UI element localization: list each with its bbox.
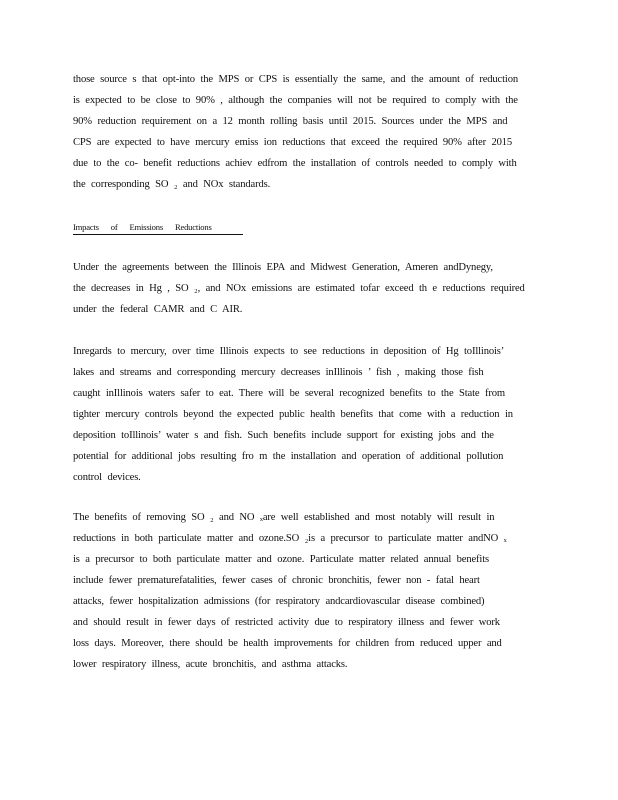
text-line: loss days. Moreover, there should be health improvements for children from reduced upper and (73, 638, 502, 649)
text-line: reductions in both particulate matter and ozone.SO ₂is a precursor to particulate matter andNO ₓ (73, 533, 507, 544)
paragraph-agreements (73, 257, 543, 320)
text-line: is expected to be close to 90% , although the companies will not be required to comply with the (73, 95, 518, 106)
text-line: The benefits of removing SO ₂ and NO ₓare well established and most notably will result in (73, 512, 495, 523)
text-line: and should result in fewer days of restricted activity due to respiratory illness and fewer work (73, 617, 500, 628)
text-line: 90% reduction requirement on a 12 month rolling basis until 2015. Sources under the MPS and (73, 116, 508, 127)
text-line: attacks, fewer hospitalization admissions (for respiratory andcardiovascular disease combined) (73, 596, 485, 607)
text-line: due to the co- benefit reductions achiev edfrom the installation of controls needed to comply with (73, 158, 517, 169)
text-line: lakes and streams and corresponding mercury decreases inIllinois ’ fish , making those fish (73, 367, 484, 378)
paragraph-mps-cps-reductions (73, 69, 543, 195)
text-line: potential for additional jobs resulting fro m the installation and operation of additional pollution (73, 451, 504, 462)
text-line: Under the agreements between the Illinois EPA and Midwest Generation, Ameren andDynegy, (73, 262, 493, 273)
text-line: Inregards to mercury, over time Illinois expects to see reductions in deposition of Hg toIllinois’ (73, 346, 505, 357)
text-line: under the federal CAMR and C AIR. (73, 304, 243, 315)
text-line: include fewer prematurefatalities, fewer cases of chronic bronchitis, fewer non - fatal heart (73, 575, 480, 586)
text-line: tighter mercury controls beyond the expected public health benefits that come with a reduction in (73, 409, 513, 420)
text-line: deposition toIllinois’ water s and fish. Such benefits include support for existing jobs and the (73, 430, 494, 441)
text-line: CPS are expected to have mercury emiss ion reductions that exceed the required 90% after 2015 (73, 137, 513, 148)
text-line: is a precursor to both particulate matter and ozone. Particulate matter related annual benefits (73, 554, 489, 565)
text-line: those source s that opt-into the MPS or CPS is essentially the same, and the amount of reduction (73, 74, 518, 85)
text-line: the corresponding SO ₂ and NOx standards. (73, 179, 271, 190)
text-line: the decreases in Hg , SO ₂, and NOx emissions are estimated tofar exceed th e reductions required (73, 283, 525, 294)
paragraph-so2-nox-benefits (73, 507, 543, 675)
paragraph-mercury (73, 341, 543, 488)
text-line: control devices. (73, 472, 141, 483)
text-line: lower respiratory illness, acute bronchitis, and asthma attacks. (73, 659, 348, 670)
section-heading: Impacts of Emissions Reductions (73, 221, 243, 235)
text-line: caught inIllinois waters safer to eat. There will be several recognized benefits to the State from (73, 388, 505, 399)
